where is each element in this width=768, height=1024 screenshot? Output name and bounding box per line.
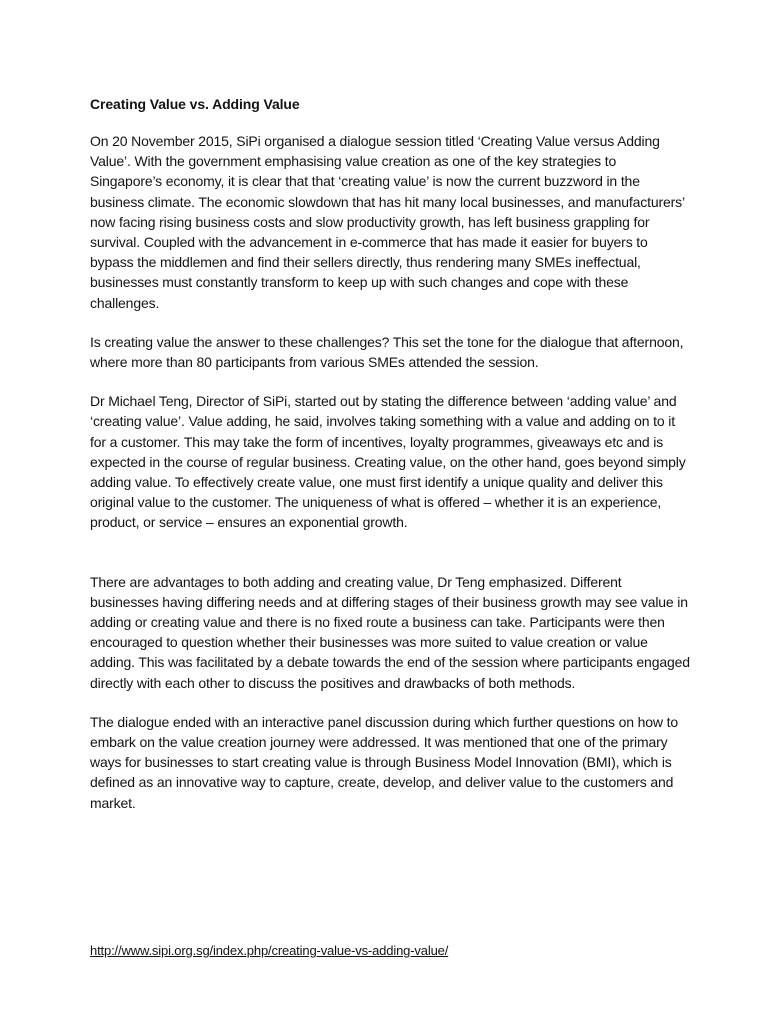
paragraph-panel-discussion: The dialogue ended with an interactive panel discussion during which further questions on how to embark on the value creation journey were addressed. It was mentioned that one of the primary ways for businesses to start creating value is through Business Model Innovation (BMI), which is defined as an innovative way to capture, create, develop, and deliver value to the customers and market. [90,713,678,811]
paragraph-intro: On 20 November 2015, SiPi organised a dialogue session titled ‘Creating Value versus Adding Value’. With the government emphasising value creation as one of the key strategies to Singapore’s economy, it is clear that that ‘creating value’ is now the current buzzword in the business climate. The economic slowdown that has hit many local businesses, and manufacturers’ now facing rising business costs and slow productivity growth, has left business grappling for survival. Coupled with the advancement in e-commerce that has made it easier for buyers to bypass the middlemen and find their sellers directly, thus rendering many SMEs ineffectual, businesses must constantly transform to keep up with such changes and cope with these challenges. [90,133,685,311]
paragraph-teng-definition: Dr Michael Teng, Director of SiPi, started out by stating the difference between ‘adding value’ and ‘creating value’. Value adding, he said, involves taking something with a value and adding on to it for a customer. This may take the form of incentives, loyalty programmes, giveaways etc and is expected in the course of regular business. Creating value, on the other hand, goes beyond simply adding value. To effectively create value, one must first identify a unique quality and deliver this original value to the customer. The uniqueness of what is offered – whether it is an experience, product, or service – ensures an exponential growth. [90,393,686,531]
document-title: Creating Value vs. Adding Value [90,96,300,112]
document-page [90,94,690,832]
paragraph-advantages: There are advantages to both adding and creating value, Dr Teng emphasized. Different businesses having differing needs and at differing stages of their business growth may see value in adding or creating value and there is no fixed route a business can take. Participants were then encouraged to question whether their businesses was more suited to value creation or value adding. This was facilitated by a debate towards the end of the session where participants engaged directly with each other to discuss the positives and drawbacks of both methods. [90,573,690,691]
source-url-link[interactable]: http://www.sipi.org.sg/index.php/creating-value-vs-adding-value/ [90,943,449,958]
paragraph-question: Is creating value the answer to these challenges? This set the tone for the dialogue that afternoon, where more than 80 participants from various SMEs attended the session. [90,333,684,371]
